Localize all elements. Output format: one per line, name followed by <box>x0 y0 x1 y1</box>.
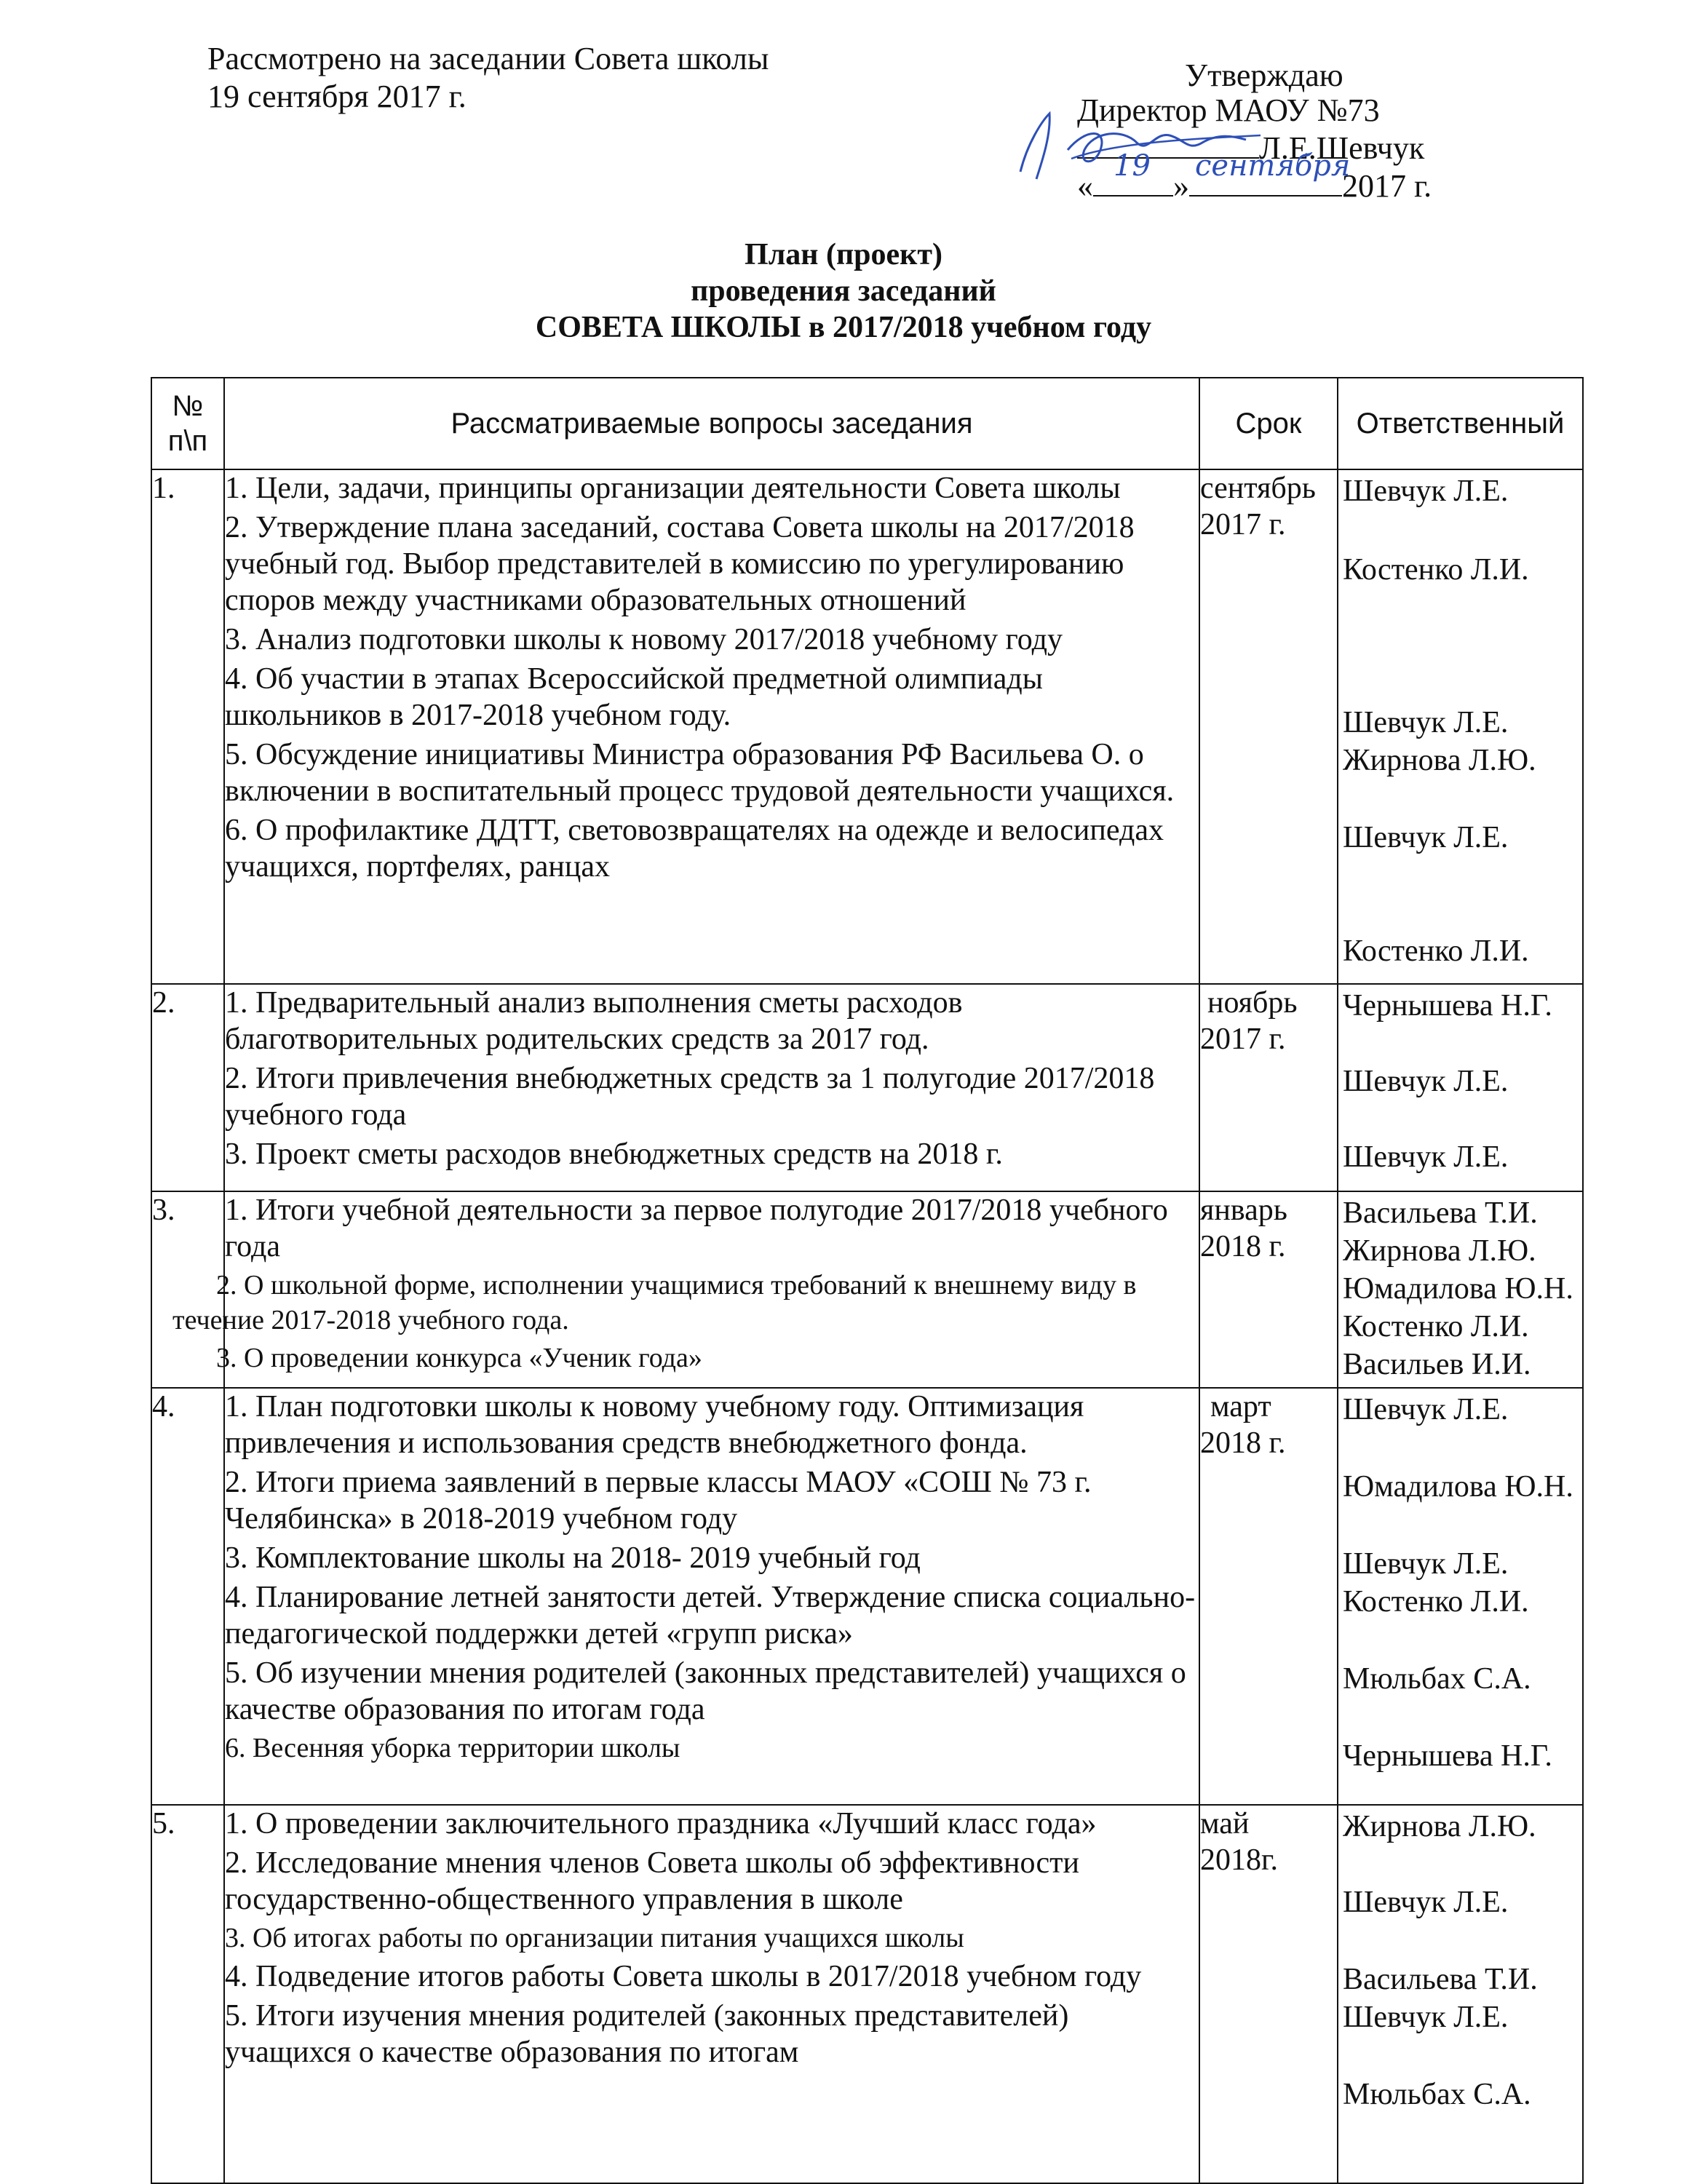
responsible-person: Шевчук Л.Е. <box>1343 821 1509 854</box>
list-item: 1. Предварительный анализ выполнения сметы расходов благотворительных родительских средств за 2017 год. <box>225 986 963 1056</box>
list-item: 4. Планирование летней занятости детей. Утверждение списка социально-педагогической поддержки детей «групп риска» <box>225 1581 1196 1651</box>
list-item: 6. Весенняя уборка территории школы <box>225 1733 680 1763</box>
table-row <box>151 1805 1583 2183</box>
responsible-person: Шевчук Л.Е. <box>1343 474 1509 508</box>
responsible-person: Шевчук Л.Е. <box>1343 1886 1509 1919</box>
responsible-person: Шевчук Л.Е. <box>1343 2001 1509 2034</box>
responsible-person: Костенко Л.И. <box>1343 1310 1529 1343</box>
row-term: январь 2018 г. <box>1199 1191 1338 1388</box>
list-item: 3. О проведении конкурса «Ученик года» <box>216 1343 702 1373</box>
list-item: 2. Исследование мнения членов Совета школы об эффективности государственно-общественного управления в школе <box>225 1846 1080 1916</box>
list-item: 5. Об изучении мнения родителей (законных представителей) учащихся о качестве образования по итогам года <box>225 1656 1186 1726</box>
list-item: 4. Подведение итогов работы Совета школы в 2017/2018 учебном году <box>225 1960 1142 1993</box>
title-line-2: проведения заседаний <box>691 274 996 308</box>
list-item: 5. Обсуждение инициативы Министра образования РФ Васильева О. о включении в воспитательный процесс трудовой деятельности учащихся. <box>225 738 1175 808</box>
list-item: 2. Итоги приема заявлений в первые классы МАОУ «СОШ № 73 г. Челябинска» в 2018-2019 учебном году <box>225 1466 1092 1536</box>
document-title <box>0 237 1687 346</box>
responsible-person: Шевчук Л.Е. <box>1343 1140 1509 1174</box>
approval-block <box>1077 57 1485 217</box>
responsible-person: Шевчук Л.Е. <box>1343 1547 1509 1581</box>
meetings-plan-table <box>151 377 1584 2184</box>
council-review-date: 19 сентября 2017 г. <box>207 79 467 114</box>
list-item: 6. О профилактике ДДТТ, световозвращателях на одежде и велосипедах учащихся, портфелях, ранцах <box>225 814 1164 883</box>
responsible-person: Юмадилова Ю.Н. <box>1343 1470 1573 1504</box>
row-responsible <box>1338 984 1583 1191</box>
row-responsible <box>1338 1805 1583 2183</box>
column-header-questions: Рассматриваемые вопросы заседания <box>224 378 1199 469</box>
table-row <box>151 1388 1583 1805</box>
responsible-person: Юмадилова Ю.Н. <box>1343 1272 1573 1306</box>
title-line-3: СОВЕТА ШКОЛЫ в 2017/2018 учебном году <box>535 311 1152 344</box>
responsible-person: Жирнова Л.Ю. <box>1343 1810 1536 1843</box>
director-title: Директор МАОУ №73 <box>1077 92 1380 128</box>
table-row <box>151 984 1583 1191</box>
responsible-person: Васильева Т.И. <box>1343 1963 1538 1996</box>
list-item: 1. План подготовки школы к новому учебному году. Оптимизация привлечения и использования средств внебюджетного фонда. <box>225 1390 1084 1460</box>
row-term: ноябрь 2017 г. <box>1199 984 1338 1191</box>
date-day-field: 19 <box>1093 169 1173 196</box>
row-questions <box>172 1191 1199 1388</box>
responsible-person: Костенко Л.И. <box>1343 1585 1529 1619</box>
row-number: 1. <box>151 469 224 984</box>
row-responsible <box>1338 469 1583 984</box>
date-month-field: сентября <box>1189 169 1342 196</box>
council-review-text: Рассмотрено на заседании Совета школы <box>207 41 769 76</box>
list-item: 3. Проект сметы расходов внебюджетных средств на 2018 г. <box>225 1137 1003 1171</box>
column-header-responsible: Ответственный <box>1338 378 1583 469</box>
column-header-term: Срок <box>1199 378 1338 469</box>
row-responsible <box>1338 1388 1583 1805</box>
row-number: 5. <box>151 1805 224 2183</box>
list-item: 4. Об участии в этапах Всероссийской предметной олимпиады школьников в 2017-2018 учебном году. <box>225 662 1043 732</box>
responsible-person: Костенко Л.И. <box>1343 934 1529 968</box>
row-number: 3. <box>151 1191 224 1388</box>
row-questions <box>224 984 1199 1191</box>
row-term: март 2018 г. <box>1199 1388 1338 1805</box>
row-number: 2. <box>151 984 224 1191</box>
responsible-person: Васильев И.И. <box>1343 1348 1531 1381</box>
list-item: 2. Утверждение плана заседаний, состава Совета школы на 2017/2018 учебный год. Выбор представителей в комиссию по урегулированию споров между участниками образовательных отношений <box>225 511 1135 617</box>
row-questions <box>224 469 1199 984</box>
list-item: 1. Цели, задачи, принципы организации деятельности Совета школы <box>225 472 1121 505</box>
table-row <box>151 469 1583 984</box>
list-item: 1. Итоги учебной деятельности за первое полугодие 2017/2018 учебного года <box>225 1194 1168 1263</box>
responsible-person: Чернышева Н.Г. <box>1343 1739 1552 1773</box>
responsible-person: Чернышева Н.Г. <box>1343 989 1552 1022</box>
title-line-1: План (проект) <box>745 238 942 271</box>
responsible-person: Жирнова Л.Ю. <box>1343 1234 1536 1268</box>
responsible-person: Шевчук Л.Е. <box>1343 1393 1509 1426</box>
approval-date: « 19 » сентября 2017 г. <box>1077 149 1432 204</box>
responsible-person: Костенко Л.И. <box>1343 553 1529 587</box>
list-item: 2. Итоги привлечения внебюджетных средств за 1 полугодие 2017/2018 учебного года <box>225 1062 1155 1132</box>
council-review-note <box>207 40 769 116</box>
responsible-person: Васильева Т.И. <box>1343 1196 1538 1230</box>
director-name: Л.Е.Шевчук <box>1259 130 1425 166</box>
list-item: 2. О школьной форме, исполнении учащимися требований к внешнему виду в течение 2017-2018 учебного года. <box>172 1270 1137 1335</box>
responsible-person: Шевчук Л.Е. <box>1343 706 1509 739</box>
list-item: 1. О проведении заключительного праздника «Лучший класс года» <box>225 1807 1097 1840</box>
table-header-row <box>151 378 1583 469</box>
responsible-person: Мюльбах С.А. <box>1343 1662 1531 1696</box>
row-questions <box>224 1805 1199 2183</box>
row-responsible <box>1338 1191 1583 1388</box>
row-term: сентябрь 2017 г. <box>1199 469 1338 984</box>
list-item: 3. Анализ подготовки школы к новому 2017/2018 учебному году <box>225 623 1063 656</box>
table-row <box>151 1191 1583 1388</box>
row-questions <box>224 1388 1199 1805</box>
approve-label: Утверждаю <box>1185 57 1343 93</box>
row-term: май 2018г. <box>1199 1805 1338 2183</box>
list-item: 5. Итоги изучения мнения родителей (законных представителей) учащихся о качестве образования по итогам <box>225 1999 1069 2069</box>
list-item: 3. Об итогах работы по организации питания учащихся школы <box>225 1923 964 1953</box>
row-number: 4. <box>151 1388 224 1805</box>
responsible-person: Жирнова Л.Ю. <box>1343 744 1536 777</box>
column-header-number: № п\п <box>151 378 224 469</box>
list-item: 3. Комплектование школы на 2018- 2019 учебный год <box>225 1541 921 1575</box>
responsible-person: Шевчук Л.Е. <box>1343 1065 1509 1098</box>
date-year: 2017 г. <box>1342 168 1432 204</box>
responsible-person: Мюльбах С.А. <box>1343 2078 1531 2111</box>
